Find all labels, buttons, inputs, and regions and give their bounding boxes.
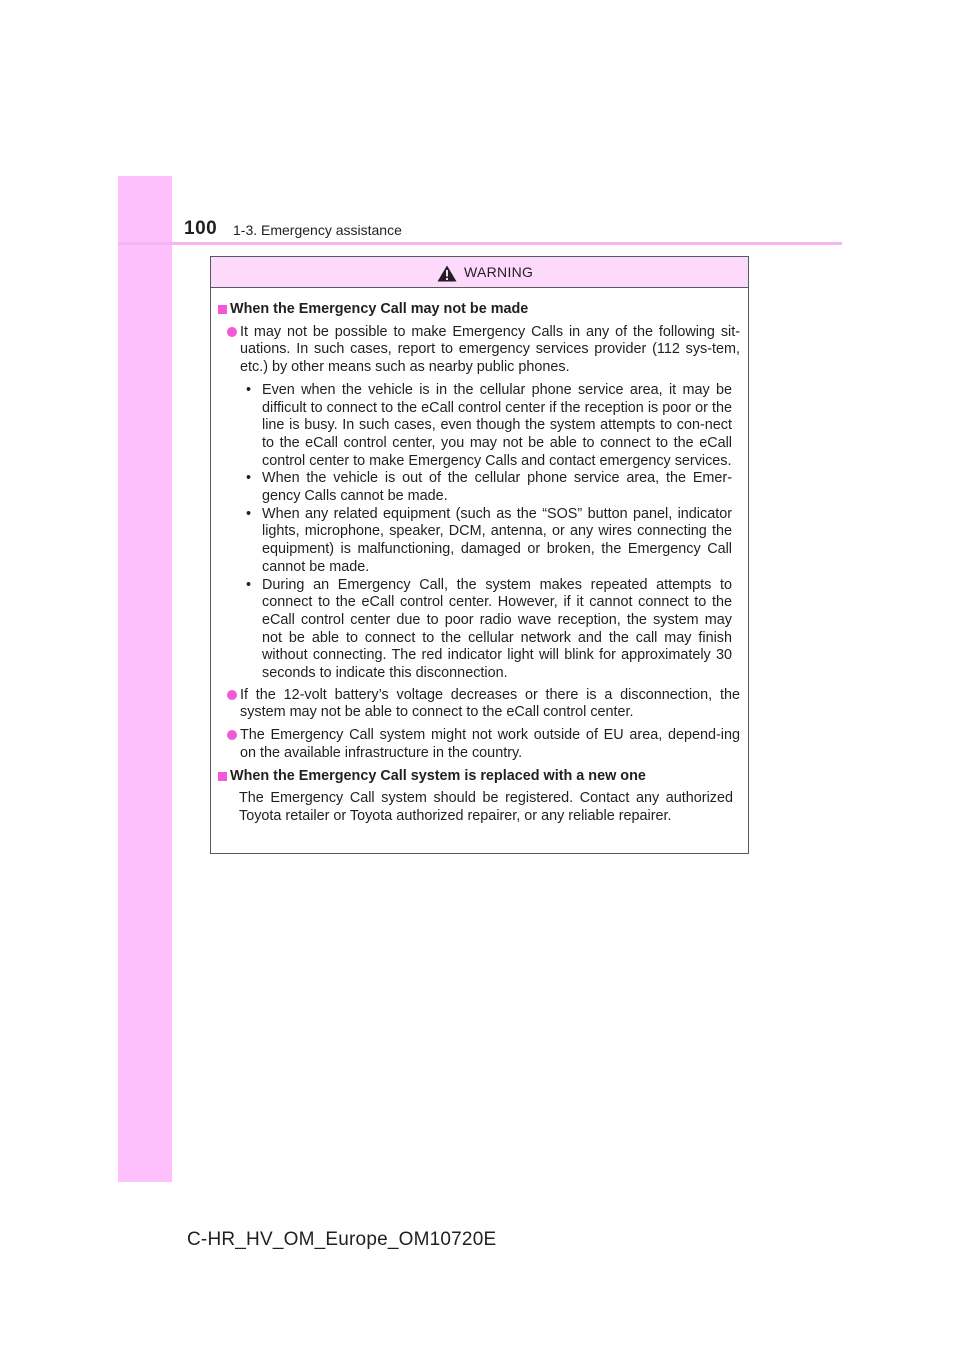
section-paragraph: The Emergency Call system should be registered. Contact any authorized Toyota retailer or Toyota authorized repairer, or any reliable repairer.	[239, 790, 733, 824]
header-rule	[118, 242, 842, 245]
sub-list-item	[217, 382, 740, 471]
section-title: 1-3. Emergency assistance	[233, 222, 402, 238]
dot-marker: •	[246, 470, 252, 487]
sub-list-item-text: When any related equipment (such as the “SOS” button panel, indicator lights, microphone, speaker, DCM, antenna, or any wires connecting the equipment) is malfunctioning, damaged or broken, the Emergency Call cannot be made.	[262, 505, 732, 575]
dot-marker: •	[246, 505, 252, 522]
page-number: 100	[184, 218, 218, 239]
round-bullet-icon	[227, 327, 237, 337]
list-item-text: If the 12-volt battery’s voltage decreases or there is a disconnection, the system may not be able to connect to the eCall control center.	[240, 686, 740, 721]
list-item	[217, 324, 740, 377]
round-bullet-icon	[227, 690, 237, 700]
warning-box	[210, 256, 749, 854]
list-item-text: It may not be possible to make Emergency Calls in any of the following sit-uations. In such cases, report to emergency services provider (112 sys-tem, etc.) by other means such as nearby public phones.	[240, 323, 740, 376]
warning-label: WARNING	[464, 264, 534, 280]
square-bullet-icon	[218, 305, 227, 314]
dot-marker: •	[246, 576, 252, 593]
square-bullet-icon	[218, 772, 227, 781]
list-item	[217, 727, 740, 762]
section-heading-text: When the Emergency Call system is replaced with a new one	[230, 767, 646, 784]
section-heading-text: When the Emergency Call may not be made	[230, 301, 529, 317]
section-heading	[217, 301, 740, 319]
dot-marker: •	[246, 381, 252, 398]
sub-list-item-text: Even when the vehicle is in the cellular phone service area, it may be difficult to connect to the eCall control center if the reception is poor or the line is busy. In such cases, even though the system attempts to con-nect to the eCall control center, you may not be able to connect to the eCall control center to make Emergency Calls and contact emergency services.	[262, 381, 732, 469]
warning-body	[211, 288, 748, 826]
sub-list-item-text: When the vehicle is out of the cellular phone service area, the Emer-gency Calls cannot be made.	[262, 470, 732, 505]
sub-list-item	[217, 506, 740, 577]
warning-triangle-icon	[437, 265, 457, 282]
round-bullet-icon	[227, 730, 237, 740]
sub-list-item-text: During an Emergency Call, the system makes repeated attempts to connect to the eCall control center. However, if it cannot connect to the eCall control center due to poor radio wave reception, the system may not be able to connect to the cellular network and the call may finish without connecting. The red indicator light will blink for approximately 30 seconds to indicate this disconnection.	[262, 576, 732, 682]
list-item-text: The Emergency Call system might not work outside of EU area, depend-ing on the available infrastructure in the country.	[240, 727, 740, 761]
document-code: C-HR_HV_OM_Europe_OM10720E	[187, 1229, 497, 1250]
list-item	[217, 687, 740, 722]
sub-list-item	[217, 470, 740, 505]
side-tab-band	[118, 176, 172, 1182]
section-heading	[217, 768, 740, 786]
sub-list	[217, 382, 740, 683]
warning-header	[211, 257, 748, 288]
sub-list-item	[217, 577, 740, 683]
